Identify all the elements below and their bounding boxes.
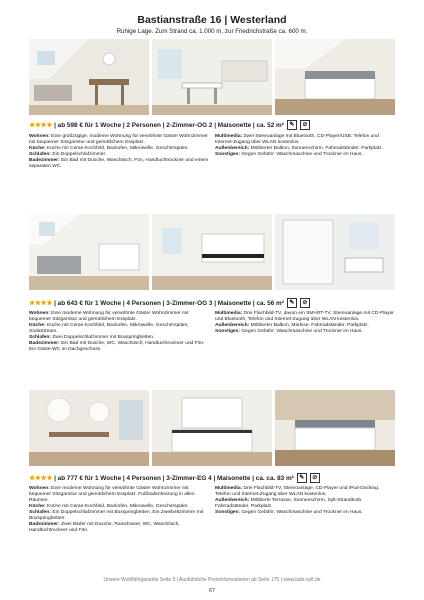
- details-left-column: [29, 134, 209, 170]
- detail-aussenbereich: Außenbereich: Möblierter Balkon, Sonnenschirm. Fahrradständer. Parkplatz.: [215, 146, 383, 151]
- detail-kueche: Küche: Küche mit Ceran-Kochfeld, Backofen, Mikrowelle, Geschirrspüler, SodaStream.: [29, 323, 189, 334]
- photo-living-room: [29, 39, 149, 115]
- no-smoking-icon: ⊘: [310, 473, 320, 483]
- no-smoking-icon: ⊘: [300, 298, 310, 308]
- detail-multimedia: Multimedia: Drei Flachbild-TV, Stereoanlage, CD-Player und iPod-Docking. Telefon und Internet-Zugang über WLAN kostenlos.: [215, 486, 380, 497]
- kitchen-icon: ✎: [297, 473, 307, 483]
- detail-kueche: Küche: Küche mit Ceran-Kochfeld, Backofen, Mikrowelle, Geschirrspüler.: [29, 504, 189, 509]
- photo-dining-room: [29, 390, 149, 466]
- detail-aussenbereich: Außenbereich: Möblierter Balkon, Markise. Fahrradständer. Parkplatz.: [215, 323, 369, 328]
- details-right-column: [215, 486, 395, 534]
- detail-schlafen: Schlafen: Ein Doppelschlafzimmer.: [29, 152, 107, 157]
- page-title: Bastianstraße 16 | Westerland: [137, 14, 287, 26]
- photo-living-room: [29, 214, 149, 290]
- photo-kitchen: [152, 390, 272, 466]
- detail-wohnen: Wohnen: Eine moderne Wohnung für verwöhnte Gäste! Wohnzimmer mit bequemer Sitzgarnitur und gemütlichem Essplatz. Fußbodenheizung in allen Räumen.: [29, 486, 195, 503]
- page-header: [0, 14, 424, 35]
- listing-summary-bar: [29, 298, 395, 308]
- listing-summary: | ab 777 € für 1 Woche | 4 Personen | 3-Zimmer-EG 4 | Maisonette | ca. ca. 83 m²: [54, 474, 294, 482]
- photo-bedroom: [275, 390, 395, 466]
- listing-summary: | ab 598 € für 1 Woche | 2 Personen | 2-Zimmer-OG 2 | Maisonette | ca. 52 m²: [54, 121, 284, 129]
- rating-stars: ★★★★: [29, 475, 53, 482]
- details-left-column: [29, 311, 209, 353]
- kitchen-icon: ✎: [287, 298, 297, 308]
- details-right-column: [215, 134, 395, 170]
- page-subtitle: Ruhige Lage. Zum Strand ca. 1.000 m, zur Friedrichstraße ca. 600 m.: [116, 28, 308, 35]
- detail-wohnen: Wohnen: Eine moderne Wohnung für verwöhnte Gäste! Wohnzimmer mit bequemer Sitzgarnitur und gemütlichem Essplatz.: [29, 311, 189, 322]
- detail-schlafen: Schlafen: Zwei Doppelschlafzimmer mit Boxspringbetten.: [29, 335, 155, 340]
- listing-summary-bar: [29, 473, 395, 483]
- detail-aussenbereich: Außenbereich: Möblierte Terrasse, Sonnenschirm, Sylt-Strandkorb. Fahrradständer. Parkplatz.: [215, 498, 363, 509]
- no-smoking-icon: ⊘: [300, 120, 310, 130]
- detail-sonstiges: Sonstiges: Gegen Gebühr: Waschmaschine und Trockner im Haus.: [215, 152, 363, 157]
- photo-row: [29, 390, 395, 466]
- rating-stars: ★★★★: [29, 300, 53, 307]
- detail-badezimmer: Badezimmer: Ein Bad mit Dusche, WC, Waschtisch, Handtuchtrockner und Fön. Ein Gäste-WC im Dachgeschoss.: [29, 341, 205, 352]
- listing-details: [29, 311, 395, 353]
- photo-bedroom: [275, 39, 395, 115]
- detail-badezimmer: Badezimmer: Ein Bad mit Dusche, Waschtisch, Fön, Handtuchtrockner und einem separaten WC.: [29, 158, 209, 169]
- detail-multimedia: Multimedia: Drei Flachbild-TV, davon ein SMART-TV, Stereoanlage mit CD-Player und Bluetooth, Telefon und Internet-Zugang über WLAN kostenlos.: [215, 311, 394, 322]
- kitchen-icon: ✎: [287, 120, 297, 130]
- listing-summary: | ab 643 € für 1 Woche | 4 Personen | 3-Zimmer-OG 3 | Maisonette | ca. 56 m²: [54, 299, 284, 307]
- detail-badezimmer: Badezimmer: Zwei Bäder mit Dusche, Rainshower, WC, Waschtisch, Handtuchtrockner und Fön.: [29, 522, 180, 533]
- rating-stars: ★★★★: [29, 122, 53, 129]
- details-left-column: [29, 486, 209, 534]
- listing-details: [29, 134, 395, 170]
- photo-bathroom: [275, 214, 395, 290]
- detail-kueche: Küche: Küche mit Ceran-Kochfeld, Backofen, Mikrowelle, Geschirrspüler.: [29, 146, 189, 151]
- listing-details: [29, 486, 395, 534]
- listing-summary-bar: [29, 120, 395, 130]
- page-number: 67: [208, 588, 216, 594]
- photo-row: [29, 39, 395, 115]
- detail-sonstiges: Sonstiges: Gegen Gebühr: Waschmaschine und Trockner im Haus.: [215, 510, 363, 515]
- photo-kitchen: [152, 214, 272, 290]
- detail-sonstiges: Sonstiges: Gegen Gebühr: Waschmaschine und Trockner im Haus.: [215, 329, 363, 334]
- detail-wohnen: Wohnen: Eine großzügige, moderne Wohnung für verwöhnte Gäste! Wohnzimmer mit bequemer Sitzgarnitur und gemütlichem Essplatz.: [29, 134, 208, 145]
- photo-dining-kitchen: [152, 39, 272, 115]
- detail-multimedia: Multimedia: Zwei Stereoanlage mit Bluetooth, CD-Player/USB. Telefon und Internet-Zugang über WLAN kostenlos.: [215, 134, 379, 145]
- detail-schlafen: Schlafen: Ein Doppelschlafzimmer mit Boxspringbetten. Ein Zweibettzimmer mit Boxspringbetten.: [29, 510, 204, 521]
- details-right-column: [215, 311, 395, 353]
- photo-row: [29, 214, 395, 290]
- page-footer: Unsere Wohlfühlgarantie Seite 5 | Ausführliche Preisinformationen ab Seite 175 | www.bals-sylt.de: [103, 577, 321, 583]
